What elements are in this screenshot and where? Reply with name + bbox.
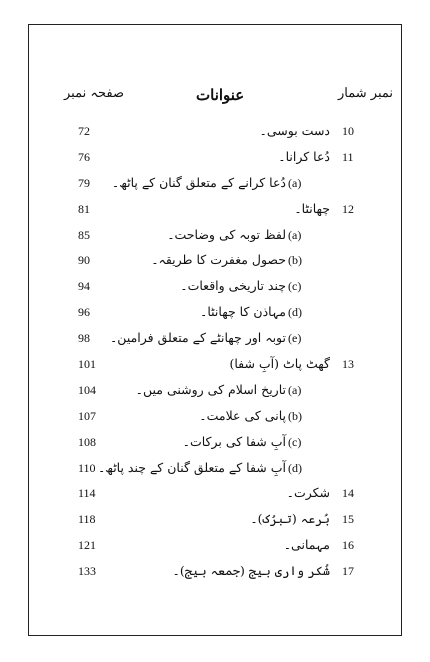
subentry-letter: (d): [288, 460, 302, 475]
entry-title: آبِ شفا کے متعلق گنان کے چند پاٹھ۔: [97, 459, 286, 475]
toc-row: [0, 121, 430, 147]
entry-number: 13: [342, 357, 354, 372]
entry-title: دُعا کرانا۔: [278, 148, 330, 164]
toc-subrow: [0, 406, 430, 432]
toc-subrow: [0, 276, 430, 302]
entry-page: 90: [78, 253, 90, 268]
entry-number: 17: [342, 564, 354, 579]
toc-subrow: [0, 380, 430, 406]
entry-page: 72: [78, 124, 90, 138]
entry-number: 14: [342, 486, 354, 501]
topics-heading: عنوانات: [196, 86, 245, 104]
entry-page: 104: [78, 382, 96, 397]
entry-page: 121: [78, 538, 96, 553]
entry-page: 85: [78, 227, 90, 242]
entry-page: 110: [78, 460, 96, 475]
subentry-letter: (b): [288, 253, 302, 268]
toc-subrow: [0, 250, 430, 276]
entry-page: 76: [78, 149, 90, 164]
toc-subrow: [0, 432, 430, 458]
entry-page: 101: [78, 357, 96, 372]
toc-row: [0, 561, 430, 587]
entry-page: 81: [78, 201, 90, 216]
toc-row: [0, 354, 430, 380]
subentry-letter: (a): [288, 175, 302, 190]
entry-page: 107: [78, 408, 96, 423]
subentry-letter: (c): [288, 279, 302, 294]
entry-title: حصول مغفرت کا طریقہ۔: [151, 252, 286, 268]
entry-number: 16: [342, 538, 354, 553]
entry-page: 94: [78, 279, 90, 294]
serial-number-heading: نمبر شمار: [338, 86, 394, 101]
entry-title: بُرعہ (تبرُک)۔: [250, 511, 330, 527]
toc-row: [0, 199, 430, 225]
table-of-contents: [0, 121, 430, 587]
subentry-letter: (b): [288, 408, 302, 423]
entry-title: دست بوسی۔: [259, 123, 330, 138]
entry-number: 11: [342, 149, 354, 164]
toc-row: [0, 509, 430, 535]
subentry-letter: (e): [288, 331, 302, 346]
entry-page: 118: [78, 512, 96, 527]
toc-subrow: [0, 458, 430, 484]
toc-subrow: [0, 302, 430, 328]
entry-title: چھانٹا۔: [294, 200, 330, 216]
entry-title: شُکر واری بیج (جمعہ بیج)۔: [172, 563, 330, 579]
subentry-letter: (d): [288, 305, 302, 320]
entry-page: 133: [78, 564, 96, 579]
entry-title: لفظ توبہ کی وضاحت۔: [167, 226, 286, 242]
entry-page: 114: [78, 486, 96, 501]
toc-subrow: [0, 173, 430, 199]
entry-title: توبہ اور چھانٹے کے متعلق فرامین۔: [109, 330, 286, 346]
toc-header: [0, 86, 430, 110]
entry-page: 98: [78, 331, 90, 346]
entry-page: 79: [78, 175, 90, 190]
toc-subrow: [0, 328, 430, 354]
entry-title: مہاذن کا چھانٹا۔: [200, 304, 286, 320]
entry-number: 12: [342, 201, 354, 216]
entry-page: 96: [78, 305, 90, 320]
entry-number: 10: [342, 124, 354, 138]
toc-row: [0, 535, 430, 561]
subentry-letter: (a): [288, 382, 302, 397]
entry-title: تاریخ اسلام کی روشنی میں۔: [135, 381, 286, 397]
toc-subrow: [0, 225, 430, 251]
entry-page: 108: [78, 434, 96, 449]
entry-title: گھٹ پاٹ (آبِ شفا): [229, 356, 330, 372]
toc-row: [0, 147, 430, 173]
entry-title: پانی کی علامت۔: [199, 407, 286, 423]
subentry-letter: (a): [288, 227, 302, 242]
subentry-letter: (c): [288, 434, 302, 449]
entry-title: شکرت۔: [286, 485, 330, 501]
page-number-heading: صفحہ نمبر: [64, 86, 124, 101]
entry-title: آبِ شفا کی برکات۔: [182, 433, 286, 449]
toc-row: [0, 483, 430, 509]
entry-title: مہمانی۔: [283, 537, 330, 553]
entry-title: چند تاریخی واقعات۔: [180, 278, 286, 294]
entry-number: 15: [342, 512, 354, 527]
entry-title: دُعا کرانے کے متعلق گنان کے پاٹھ۔: [111, 174, 286, 190]
